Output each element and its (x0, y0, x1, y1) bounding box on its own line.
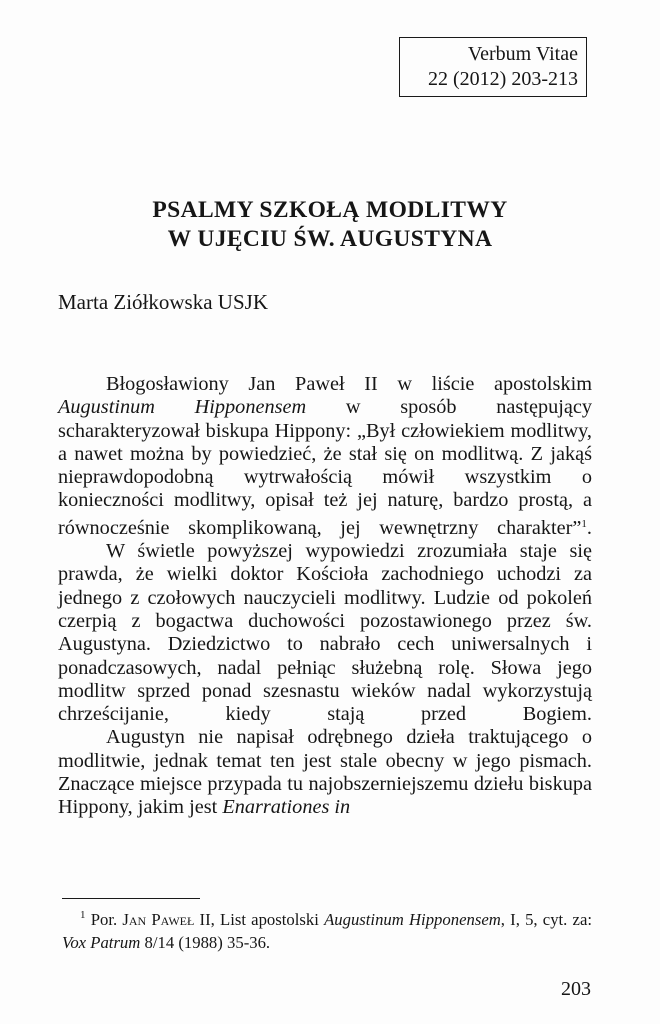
footnote-text-3: , I, 5, cyt. za: (500, 910, 593, 929)
article-title (0, 196, 660, 254)
paragraph-2: W świetle powyższej wypowiedzi zrozumiała staje się prawda, że wielki doktor Kościoła zachodniego uchodzi za jednego z czołowych nauczycieli modlitwy. Ludzie od pokoleń czerpią z bogactwa duchowości pozostawionego przez św. Augustyna. Dziedzictwo to nabrało cech uniwersalnych i ponadczasowych, nadal pełniąc służebną rolę. Słowa jego modlitw sprzed ponad szesnastu wieków nadal wykorzystują chrześcijanie, kiedy stają przed Bogiem. (58, 540, 592, 726)
paragraph-1 (58, 373, 592, 540)
journal-citation-box (399, 37, 587, 97)
journal-name: Verbum Vitae (467, 43, 578, 65)
footnote-reference: 1 (581, 517, 587, 530)
journal-volume-pages: 22 (2012) 203-213 (428, 68, 578, 90)
paragraph-3 (58, 726, 592, 819)
footnote-text-4: 8/14 (1988) 35-36. (140, 933, 271, 952)
footnote-journal-italic: Vox Patrum (62, 933, 141, 952)
page-number: 203 (561, 978, 591, 1000)
work-title-italic: Enarrationes in (222, 796, 351, 819)
footnote-text: Por. (90, 910, 123, 929)
footnote (62, 904, 592, 954)
footnote-text-2: , List apostolski (210, 910, 325, 929)
footnote-author: Jan Paweł II (122, 910, 211, 929)
article-title-line-2: W UJĘCIU ŚW. AUGUSTYNA (167, 226, 493, 252)
article-title-line-1: PSALMY SZKOŁĄ MODLITWY (152, 197, 508, 223)
author-name: Marta Ziółkowska USJK (58, 290, 268, 314)
article-body (58, 373, 592, 820)
paragraph-1-text-cont: w sposób następujący scharakteryzował biskupa Hippony: „Był człowiekiem modlitwy, a nawet można by powiedzieć, że stał się on modlitwą. Z jakąś nieprawdopodobną wytrwałością mówił wszystkim o konieczności modlitwy, opisał też jej naturę, bardzo prostą, a równocześnie skomplikowaną, jej wewnętrzny charakter” (58, 396, 592, 539)
footnote-separator (62, 898, 200, 899)
paragraph-3-text: Augustyn nie napisał odrębnego dzieła traktującego o modlitwie, jednak temat ten jest stale obecny w jego pismach. Znaczące miejsce przypada tu najobszerniejszemu dziełu biskupa Hippony, jakim jest (58, 726, 592, 819)
footnote-title-italic: Augustinum Hipponensem (324, 910, 501, 929)
footnote-number: 1 (80, 909, 86, 921)
paragraph-1-text: Błogosławiony Jan Paweł II w liście apostolskim (106, 373, 592, 395)
paragraph-1-end: . (586, 516, 592, 539)
document-title-italic: Augustinum Hipponensem (58, 396, 307, 419)
